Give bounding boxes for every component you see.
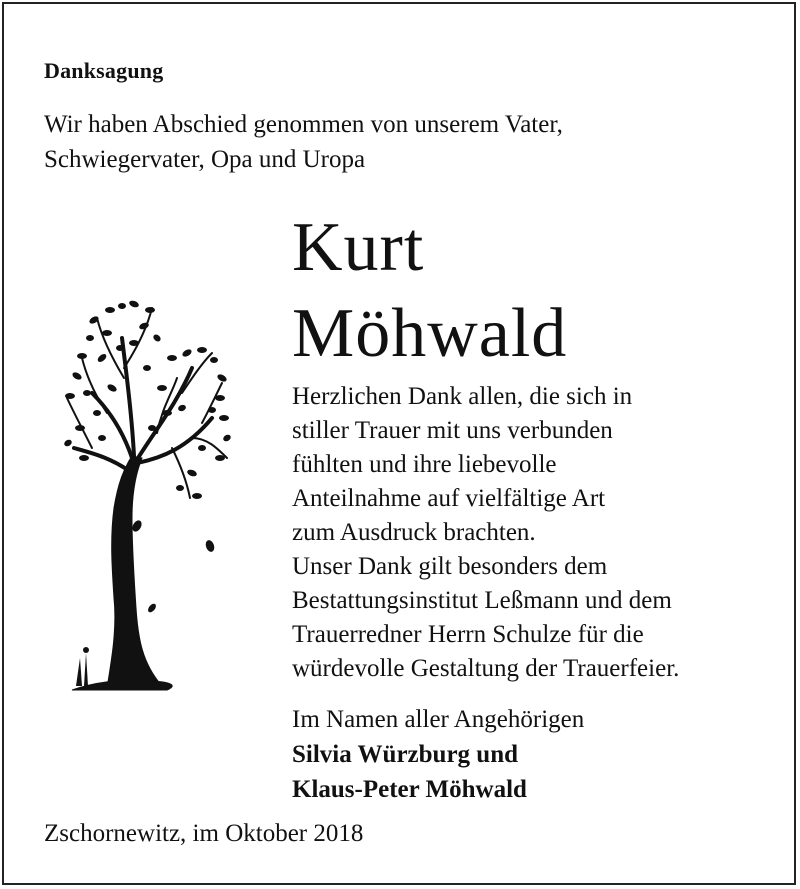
thanks-line: Unser Dank gilt besonders dem	[292, 553, 608, 580]
thanks-text	[292, 380, 679, 686]
thanks-line: Trauerredner Herrn Schulze für die	[292, 621, 644, 648]
thanks-line: fühlten und ihre liebevolle	[292, 451, 557, 478]
place-date: Zschornewitz, im Oktober 2018	[44, 820, 364, 847]
signoff-name: Klaus-Peter Möhwald	[292, 776, 527, 803]
intro-line: Schwiegervater, Opa und Uropa	[44, 146, 366, 173]
deceased-last-name: Möhwald	[292, 295, 568, 372]
signoff-name: Silvia Würzburg und	[292, 741, 519, 768]
thanks-line: Herzlichen Dank allen, die sich in	[292, 383, 633, 410]
tree-icon	[62, 298, 232, 693]
notice-heading: Danksagung	[44, 58, 164, 83]
thanks-line: Bestattungsinstitut Leßmann und dem	[292, 587, 672, 614]
thanks-line: zum Ausdruck brachten.	[292, 519, 536, 546]
thanks-line: würdevolle Gestaltung der Trauerfeier.	[292, 655, 680, 682]
signoff	[292, 702, 584, 807]
intro-line: Wir haben Abschied genommen von unserem Vater,	[44, 111, 563, 138]
thanks-line: Anteilnahme auf vielfältige Art	[292, 485, 606, 512]
deceased-first-name: Kurt	[292, 209, 425, 286]
deceased-name	[292, 205, 567, 377]
thanks-line: stiller Trauer mit uns verbunden	[292, 417, 613, 444]
intro-text	[44, 107, 563, 177]
signoff-intro: Im Namen aller Angehörigen	[292, 706, 585, 733]
